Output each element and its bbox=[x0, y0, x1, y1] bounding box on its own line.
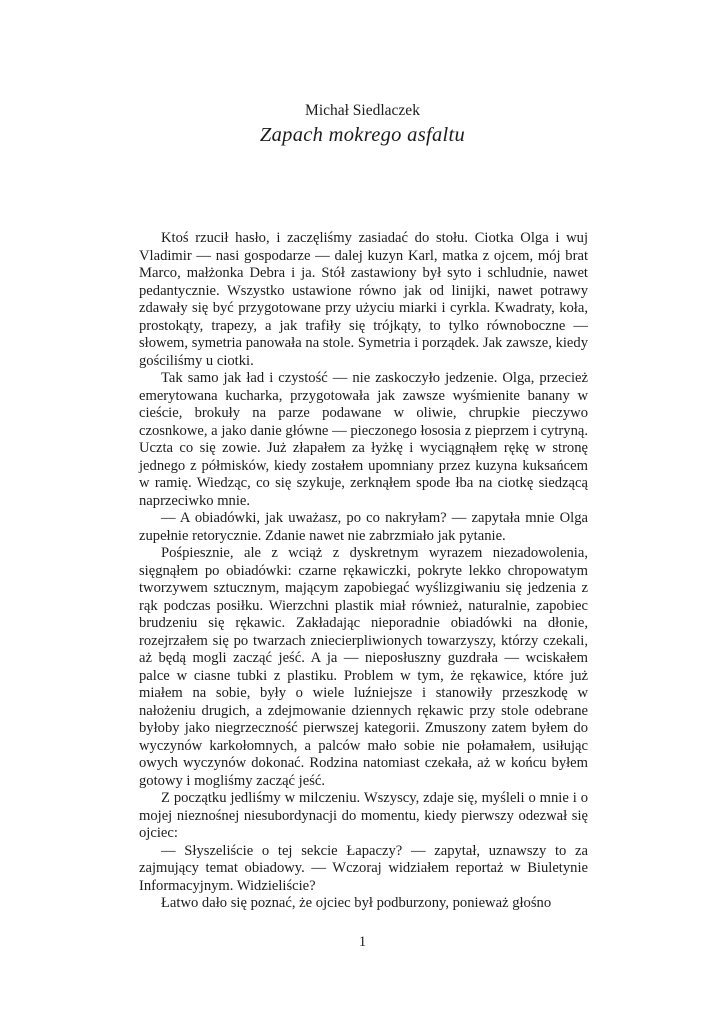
paragraph-6: — Słyszeliście o tej sekcie Łapaczy? — zapytał, uznawszy to za zajmujący temat obiadowy. — Wczoraj widziałem reportaż w Biuletynie Informacyjnym. Widzieliście? bbox=[139, 842, 588, 894]
paragraph-3: — A obiadówki, jak uważasz, po co nakryłam? — zapytała mnie Olga zupełnie retorycznie. Zdanie nawet nie zabrzmiało jak pytanie. bbox=[139, 510, 588, 544]
paragraph-7: Łatwo dało się poznać, że ojciec był podburzony, ponieważ głośno bbox=[161, 895, 552, 911]
document-title: Zapach mokrego asfaltu bbox=[259, 124, 466, 146]
paragraph-4: Pośpiesznie, ale z wciąż z dyskretnym wyrazem niezadowolenia, sięgnąłem po obiadówki: czarne rękawiczki, pokryte lekko chropowatym tworzywem sztucznym, mającym zapobiegać wyślizgiwaniu się jedzenia z rąk podczas posiłku. Wierzchni plastik miał również, naturalnie, zapobiec brudzeniu się rękawic. Zakładając nieporadnie obiadówki na dłonie, rozejrzałem się po twarzach zniecierpliwionych towarzyszy, którzy czekali, aż będą mogli zacząć jeść. A ja — nieposłuszny guzdrała — wciskałem palce w ciasne tubki z plastiku. Problem w tym, że rękawice, które już miałem na sobie, były o wiele luźniejsze i stanowiły przeszkodę w nałożeniu drugich, a zdejmowanie dziennych rękawic przy stole odebrane byłoby jako niegrzeczność pierwszej kategorii. Zmuszony zatem byłem do wyczynów karkołomnych, a palców mało sobie nie połamałem, usiłując owych wyczynów dokonać. Rodzina natomiast czekała, aż w końcu byłem gotowy i mogliśmy zacząć jeść. bbox=[139, 545, 588, 789]
page-number: 1 bbox=[358, 934, 367, 950]
paragraph-5: Z początku jedliśmy w milczeniu. Wszyscy, zdaje się, myśleli o mnie i o mojej nieznośnej niesubordynacji do momentu, kiedy pierwszy odezwał się ojciec: bbox=[139, 790, 588, 841]
body-text bbox=[139, 230, 588, 913]
paragraph-1: Ktoś rzucił hasło, i zaczęliśmy zasiadać do stołu. Ciotka Olga i wuj Vladimir — nasi gospodarze — dalej kuzyn Karl, matka z ojcem, mój brat Marco, małżonka Debra i ja. Stół zastawiony był syto i schludnie, nawet pedantycznie. Wszystko ustawione równo jak od linijki, nawet potrawy zdawały się być przygotowane przy użyciu miarki i cyrkla. Kwadraty, koła, prostokąty, trapezy, a jak trafiły się trójkąty, to tylko równoboczne — słowem, symetria panowała na stole. Symetria i porządek. Jak zawsze, kiedy gościliśmy u ciotki. bbox=[139, 230, 588, 369]
author-name: Michał Siedlaczek bbox=[305, 102, 420, 119]
paragraph-2: Tak samo jak ład i czystość — nie zaskoczyło jedzenie. Olga, przecież emerytowana kucharka, przygotowała jak zawsze wyśmienite banany w cieście, brokuły na parze podawane w oliwie, chrupkie pieczywo czosnkowe, a jako danie główne — pieczonego łososia z pieprzem i cytryną. Uczta co się zowie. Już złapałem za łyżkę i wyciągnąłem rękę w stronę jednego z półmisków, kiedy zostałem upomniany przez kuzyna kuksańcem w ramię. Wiedząc, co się szykuje, zerknąłem spode łba na ciotkę siedzącą naprzeciwko mnie. bbox=[139, 370, 588, 509]
